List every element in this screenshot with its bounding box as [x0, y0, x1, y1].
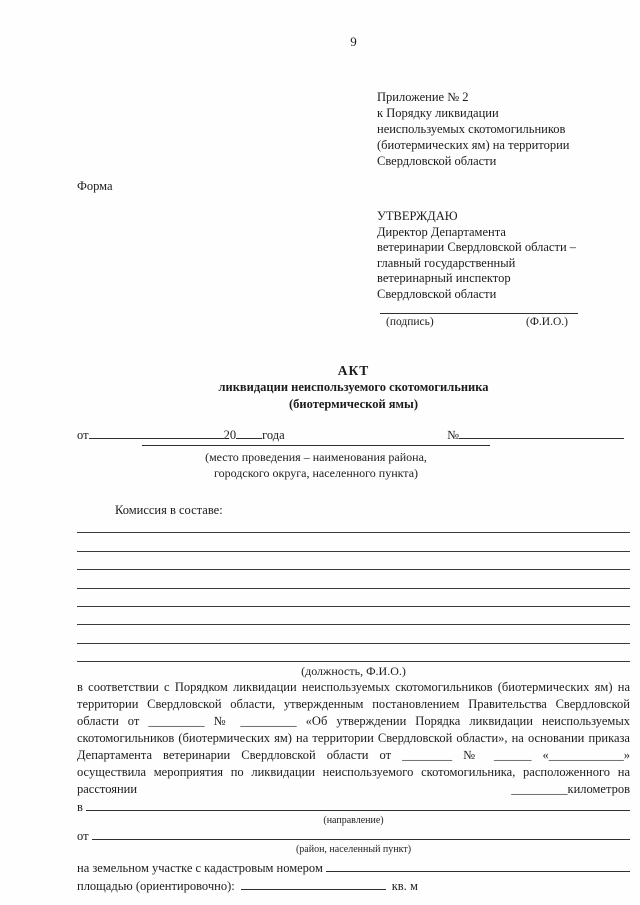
commission-blank-lines [77, 515, 630, 662]
body-paragraph: в соответствии с Порядком ликвидации неиспользуемых скотомогильников (биотермических ям) на территории Свердловской области, утвержденным постановлением Правительства Свердловской области от _________ № _________ «Об утверждении Порядка ликвидации неиспользуемых скотомогильников (биотермических ям) на территории Свердловской области», на основании приказа Департамента ветеринарии Свердловской области от ________ № ______ «____________» осуществила мероприятия по ликвидации неиспользуемого скотомогильника, расположенного на расстоянии _________километров [77, 680, 630, 797]
approval-line: Свердловской области [377, 286, 497, 301]
position-name-caption: (должность, Ф.И.О.) [301, 664, 406, 679]
year-blank-field [236, 426, 262, 439]
signature-caption: (подпись) [386, 316, 434, 328]
annex-block [377, 89, 630, 169]
approval-line: Директор Департамента [377, 224, 506, 239]
commission-blank-line [77, 570, 630, 588]
page-number: 9 [350, 34, 357, 49]
commission-blank-line [77, 533, 630, 551]
district-caption: (район, населенный пункт) [295, 844, 412, 856]
act-title [77, 362, 630, 413]
direction-blank-field [86, 798, 630, 811]
cadastral-blank-field [326, 859, 630, 872]
approval-line: главный государственный [377, 255, 516, 270]
number-label: № [447, 428, 459, 442]
approval-line: ветеринарный инспектор [377, 271, 511, 285]
annex-line: к Порядку ликвидации [377, 106, 499, 120]
area-row [77, 877, 630, 895]
date-from-label: от [77, 428, 89, 442]
act-title-line1: АКТ [337, 363, 370, 378]
direction-row [77, 798, 630, 815]
approval-line: ветеринарии Свердловской области – [377, 240, 577, 254]
annex-line: неиспользуемых скотомогильников [377, 122, 566, 136]
cadastral-label: на земельном участке с кадастровым номером [77, 861, 326, 876]
commission-blank-line [77, 625, 630, 643]
name-caption: (Ф.И.О.) [526, 316, 568, 328]
commission-blank-line [77, 589, 630, 607]
number-group [447, 426, 624, 444]
form-label: Форма [77, 179, 113, 193]
annex-line: (биотермических ям) на территории [377, 138, 570, 152]
commission-blank-line [77, 644, 630, 662]
commission-blank-line [77, 607, 630, 625]
in-label: в [77, 800, 87, 815]
area-blank-field [241, 877, 386, 890]
signature-line [380, 313, 578, 329]
from-label: от [77, 829, 92, 844]
act-title-line2: ликвидации неиспользуемого скотомогильника [218, 380, 489, 394]
area-unit: кв. м [391, 879, 418, 894]
district-blank-field [92, 827, 630, 840]
approval-block [377, 209, 630, 302]
act-title-line3: (биотермической ямы) [289, 397, 418, 411]
place-caption-line1: (место проведения – наименования района, [205, 450, 427, 464]
direction-caption: (направление) [323, 815, 384, 827]
area-label: площадью (ориентировочно): [77, 879, 235, 894]
annex-line: Приложение № 2 [377, 90, 469, 104]
cadastral-row [77, 859, 630, 876]
approval-line: УТВЕРЖДАЮ [377, 209, 458, 223]
year-suffix: года [262, 428, 285, 442]
place-block [142, 445, 490, 481]
place-caption-line2: городского округа, населенного пункта) [213, 466, 419, 480]
commission-blank-line [77, 552, 630, 570]
page-content [77, 0, 630, 895]
district-row [77, 827, 630, 844]
number-blank-field [459, 426, 624, 439]
date-blank-field [89, 426, 224, 439]
annex-line: Свердловской области [377, 154, 497, 168]
year-prefix: 20 [223, 428, 237, 442]
date-number-row [77, 426, 630, 444]
commission-label: Комиссия в составе: [115, 503, 223, 517]
